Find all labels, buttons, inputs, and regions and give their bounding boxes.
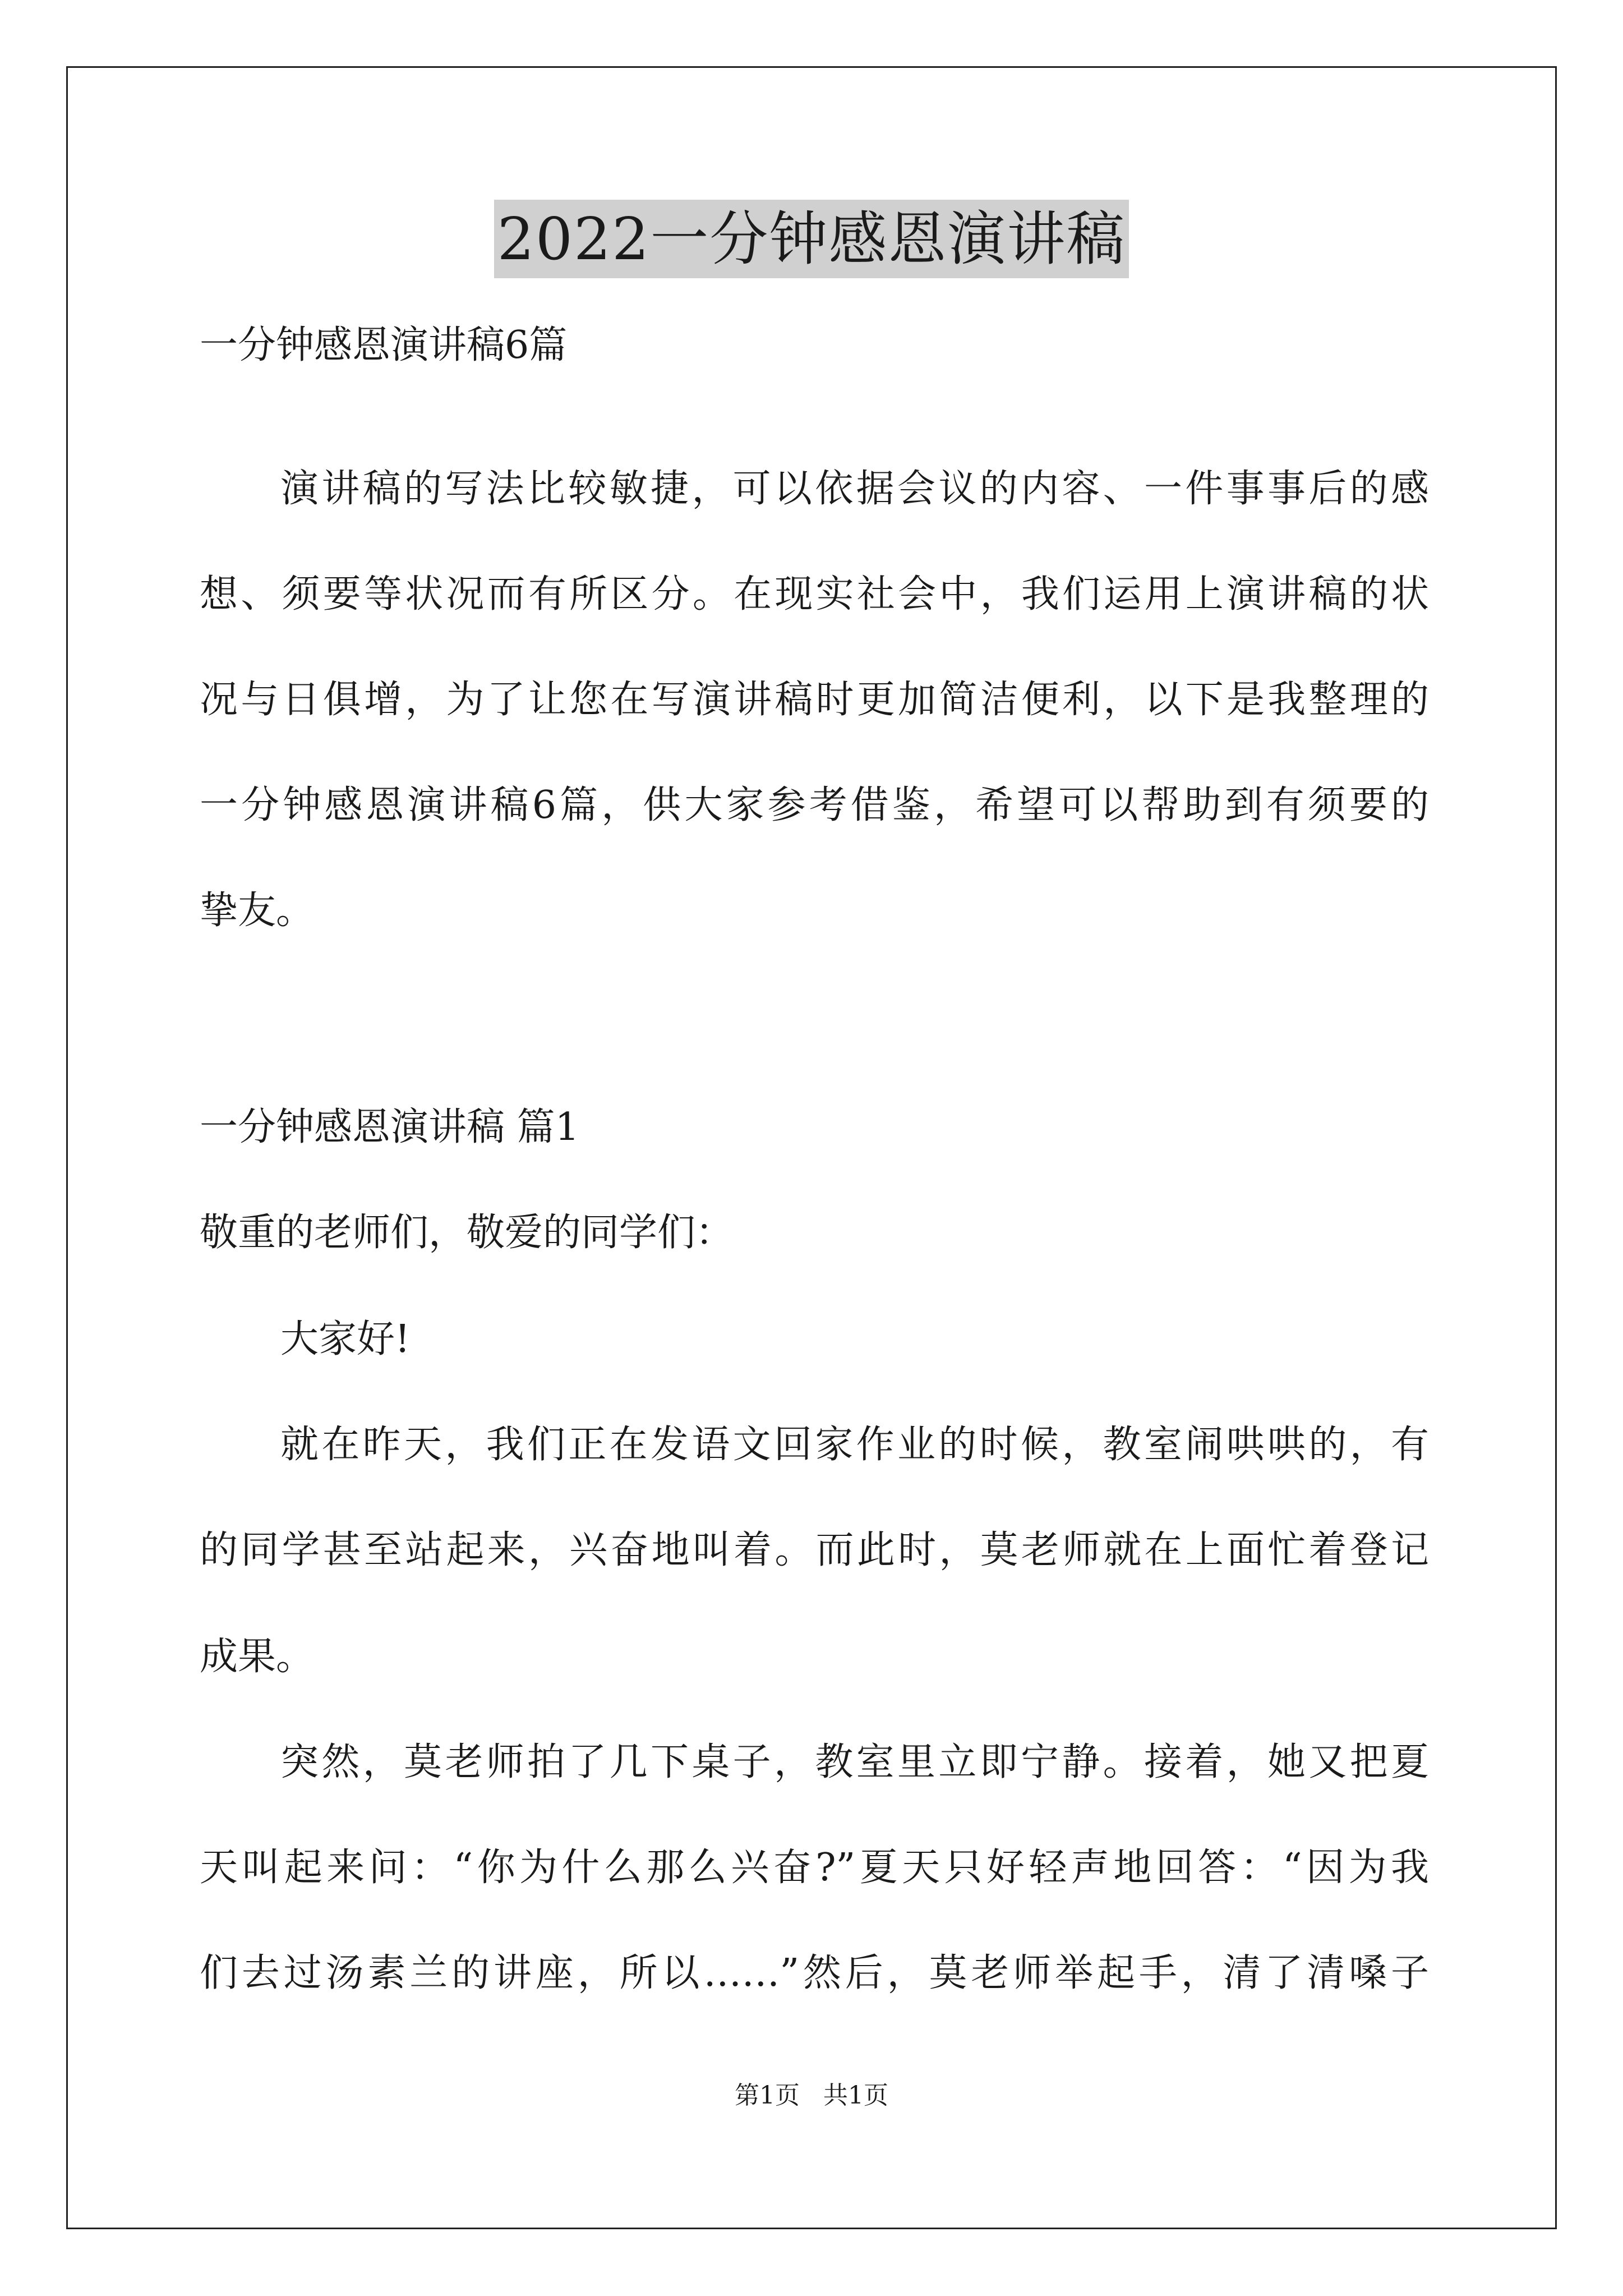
page-footer [0, 2079, 1623, 2113]
page-number: 第1页 [735, 2081, 800, 2110]
paragraph-line: 演讲稿的写法比较敏捷，可以依据会议的内容、一件事事后的感 [280, 467, 1429, 511]
section-heading: 一分钟感恩演讲稿 篇1 [200, 1105, 579, 1149]
paragraph-line: 况与日俱增，为了让您在写演讲稿时更加简洁便利，以下是我整理的 [200, 678, 1429, 722]
paragraph-line: 天叫起来问：“你为什么那么兴奋?”夏天只好轻声地回答：“因为我 [200, 1846, 1429, 1890]
paragraph-line: 就在昨天，我们正在发语文回家作业的时候，教室闹哄哄的，有 [280, 1423, 1429, 1467]
document-title: 2022一分钟感恩演讲稿 [494, 200, 1129, 278]
subtitle: 一分钟感恩演讲稿6篇 [200, 323, 568, 367]
paragraph-line: 成果。 [200, 1635, 315, 1679]
title-container [0, 200, 1623, 278]
paragraph-line: 想、须要等状况而有所区分。在现实社会中，我们运用上演讲稿的状 [200, 572, 1429, 616]
greeting: 大家好! [280, 1317, 411, 1361]
paragraph-line: 一分钟感恩演讲稿6篇，供大家参考借鉴，希望可以帮助到有须要的 [200, 783, 1429, 827]
paragraph-line: 挚友。 [200, 889, 315, 933]
salutation: 敬重的老师们，敬爱的同学们： [200, 1211, 734, 1255]
paragraph-line: 突然，莫老师拍了几下桌子，教室里立即宁静。接着，她又把夏 [280, 1740, 1429, 1784]
page-total: 共1页 [823, 2081, 888, 2110]
paragraph-line: 们去过汤素兰的讲座，所以……”然后，莫老师举起手，清了清嗓子 [200, 1951, 1429, 1995]
paragraph-line: 的同学甚至站起来，兴奋地叫着。而此时，莫老师就在上面忙着登记 [200, 1528, 1429, 1572]
